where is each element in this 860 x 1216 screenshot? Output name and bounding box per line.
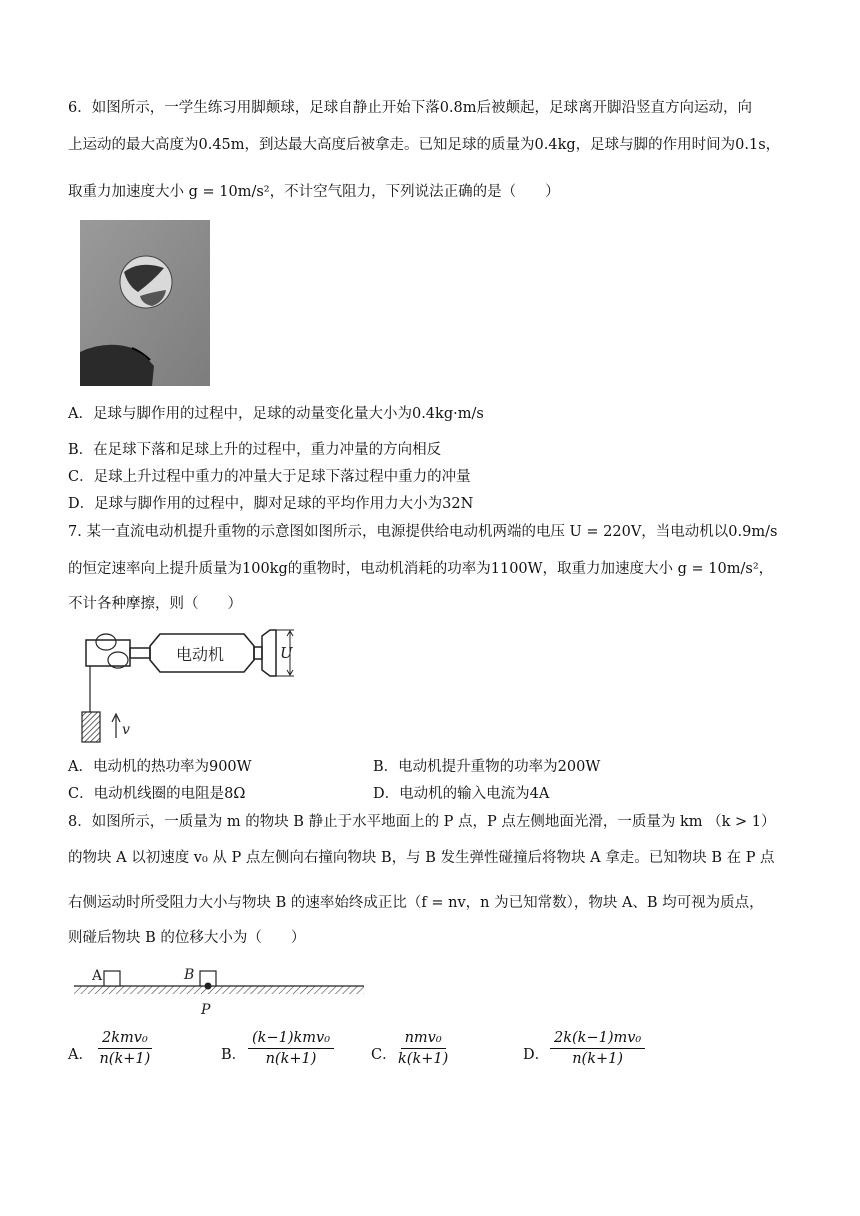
q7-option-c: C．电动机线圈的电阻是8Ω: [68, 786, 246, 802]
q8-option-b-formula: [248, 1030, 334, 1067]
q7-option-d: D．电动机的输入电流为4A: [373, 786, 550, 802]
fraction-denominator: n(k+1): [99, 1051, 151, 1067]
q6-option-b: B．在足球下落和足球上升的过程中，重力冲量的方向相反: [68, 442, 442, 458]
velocity-label: v: [122, 722, 130, 738]
fraction-denominator: n(k+1): [265, 1051, 317, 1067]
q7-option-a: A．电动机的热功率为900W: [68, 759, 252, 775]
q6-option-d: D．足球与脚作用的过程中，脚对足球的平均作用力大小为32N: [68, 496, 474, 512]
q8-option-c-label: C．: [371, 1047, 397, 1063]
block-a-label: A: [92, 968, 103, 984]
fraction-denominator: k(k+1): [398, 1051, 449, 1067]
q6-option-a: A．足球与脚作用的过程中，足球的动量变化量大小为0.4kg·m/s: [68, 406, 484, 422]
block-b-label: B: [184, 967, 195, 983]
fraction-denominator: n(k+1): [572, 1051, 624, 1067]
q8-option-a-label: A．: [68, 1047, 93, 1063]
q8-stem-line3: 右侧运动时所受阻力大小与物块 B 的速率始终成正比（f = nv，n 为已知常数），物块 A、B 均可视为质点，: [68, 895, 764, 911]
fraction-numerator: nmv₀: [401, 1030, 446, 1049]
q6-option-c: C．足球上升过程中重力的冲量大于足球下落过程中重力的冲量: [68, 469, 471, 485]
q8-stem-line4: 则碰后物块 B 的位移大小为（ ）: [68, 930, 306, 946]
q8-option-d-label: D．: [523, 1047, 550, 1063]
q6-stem-line3: 取重力加速度大小 g = 10m/s²，不计空气阻力，下列说法正确的是（ ）: [68, 184, 560, 200]
fraction-numerator: 2kmv₀: [98, 1030, 152, 1049]
voltage-label: U: [280, 644, 293, 662]
q7-option-b: B．电动机提升重物的功率为200W: [373, 759, 601, 775]
q6-stem-line1: 6．如图所示，一学生练习用脚颠球，足球自静止开始下落0.8m后被颠起，足球离开脚沿竖直方向运动，向: [68, 100, 753, 116]
q7-stem-line2: 的恒定速率向上提升质量为100kg的重物时，电动机消耗的功率为1100W，取重力加速度大小 g = 10m/s²，: [68, 561, 774, 577]
motor-label: 电动机: [176, 645, 225, 664]
q7-stem-line1: 7. 某一直流电动机提升重物的示意图如图所示，电源提供给电动机两端的电压 U = 220V，当电动机以0.9m/s: [68, 524, 778, 540]
q6-stem-line2: 上运动的最大高度为0.45m，到达最大高度后被拿走。已知足球的质量为0.4kg，足球与脚的作用时间为0.1s，: [68, 137, 781, 153]
q8-option-a-formula: [98, 1030, 152, 1067]
q8-option-d-formula: [550, 1030, 645, 1067]
q8-option-c-formula: [398, 1030, 448, 1067]
fraction-numerator: (k−1)kmv₀: [248, 1030, 334, 1049]
point-p-label: P: [201, 1002, 211, 1018]
football-photo: [80, 220, 210, 386]
blocks-diagram: [70, 962, 370, 1022]
q8-option-b-label: B．: [221, 1047, 247, 1063]
q8-stem-line2: 的物块 A 以初速度 v₀ 从 P 点左侧向右撞向物块 B，与 B 发生弹性碰撞后将物块 A 拿走。已知物块 B 在 P 点: [68, 850, 775, 866]
q8-stem-line1: 8．如图所示，一质量为 m 的物块 B 静止于水平地面上的 P 点，P 点左侧地面光滑，一质量为 km （k > 1）: [68, 814, 776, 830]
q7-stem-line3: 不计各种摩擦，则（ ）: [68, 596, 242, 612]
motor-diagram: [76, 620, 306, 750]
fraction-numerator: 2k(k−1)mv₀: [550, 1030, 645, 1049]
